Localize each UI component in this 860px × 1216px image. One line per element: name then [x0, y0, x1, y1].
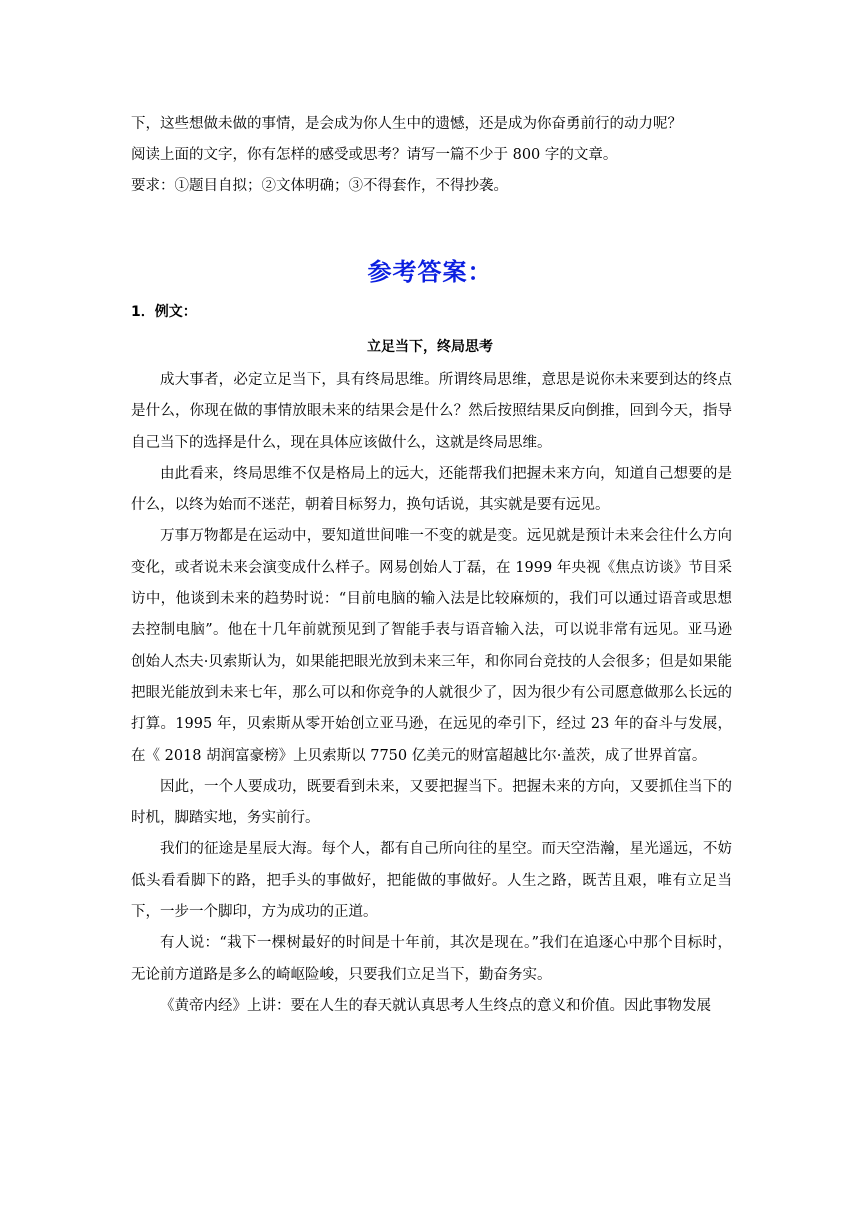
prompt-line-1: 下，这些想做未做的事情，是会成为你人生中的遗憾，还是成为你奋勇前行的动力呢？: [131, 116, 682, 132]
question-prompt: [131, 109, 751, 202]
essay-paragraph: 由此看来，终局思维不仅是格局上的远大，还能帮我们把握未来方向，知道自己想要的是什么，以终为始而不迷茫，朝着目标努力，换句话说，其实就是要有远见。: [131, 465, 732, 514]
essay-paragraph: 有人说：“栽下一棵树最好的时间是十年前，其次是现在。”我们在追逐心中那个目标时，无论前方道路是多么的崎岖险峻，只要我们立足当下，勤奋务实。: [131, 935, 732, 983]
answer-heading: 参考答案：: [367, 258, 493, 286]
essay-paragraph: 因此，一个人要成功，既要看到未来，又要把握当下。把握未来的方向，又要抓住当下的时机，脚踏实地，务实前行。: [131, 778, 732, 827]
essay-paragraph: 成大事者，必定立足当下，具有终局思维。所谓终局思维，意思是说你未来要到达的终点是什么，你现在做的事情放眼未来的结果会是什么？然后按照结果反向倒推，回到今天，指导自己当下的选择是什么，现在具体应该做什么，这就是终局思维。: [131, 372, 732, 451]
prompt-line-3: 要求：①题目自拟；②文体明确；③不得套作，不得抄袭。: [131, 178, 508, 194]
essay-paragraph: 《黄帝内经》上讲：要在人生的春天就认真思考人生终点的意义和价值。因此事物发展: [160, 997, 711, 1014]
essay-title: 立足当下，终局思考: [367, 339, 493, 355]
question-number: 1．例文：: [131, 304, 197, 320]
essay-body: [131, 365, 732, 1022]
prompt-line-2: 阅读上面的文字，你有怎样的感受或思考？请写一篇不少于 800 字的文章。: [131, 147, 618, 163]
essay-paragraph: 万事万物都是在运动中，要知道世间唯一不变的就是变。远见就是预计未来会往什么方向变化，或者说未来会演变成什么样子。网易创始人丁磊，在 1999 年央视《焦点访谈》节目采访中，他谈到未来的趋势时说：“目前电脑的输入法是比较麻烦的，我们可以通过语音或思想去控制电脑”。他在十几年前就预见到了智能手表与语音输入法，可以说非常有远见。亚马逊创始人杰夫·贝索斯认为，如果能把眼光放到未来三年，和你同台竞技的人会很多；但是如果能把眼光能放到未来七年，那么可以和你竞争的人就很少了，因为很少有公司愿意做那么长远的打算。1995 年，贝索斯从零开始创立亚马逊，在远见的牵引下，经过 23 年的奋斗与发展，在《 2018 胡润富豪榜》上贝索斯以 7750 亿美元的财富超越比尔·盖茨，成了世界首富。: [131, 528, 732, 764]
essay-paragraph: 我们的征途是星辰大海。每个人，都有自己所向往的星空。而天空浩瀚，星光遥远，不妨低头看看脚下的路，把手头的事做好，把能做的事做好。人生之路，既苦且艰，唯有立足当下，一步一个脚印，方为成功的正道。: [131, 841, 732, 921]
